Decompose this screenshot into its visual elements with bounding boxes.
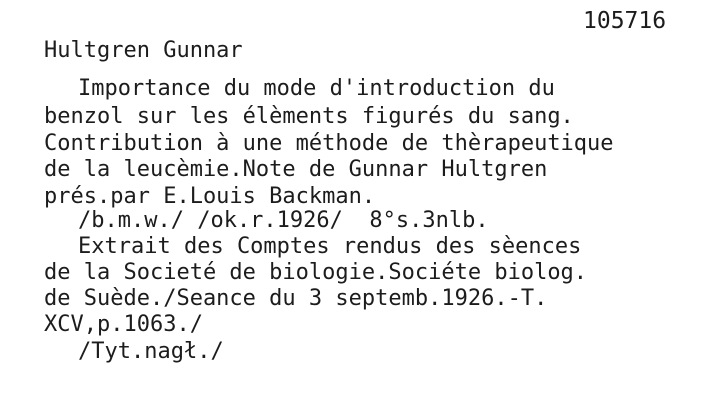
title-note-line: /Tyt.nagł./	[78, 339, 224, 364]
source-line-3: de Suède./Seance du 3 septemb.1926.-T.	[44, 286, 548, 311]
source-line-4: XCV,p.1063./	[44, 312, 203, 337]
author-heading: Hultgren Gunnar	[44, 38, 243, 63]
title-line-3: Contribution à une méthode de thèrapeutique	[44, 131, 614, 156]
collation-line: /b.m.w./ /ok.r.1926/ 8°s.3nlb.	[78, 208, 489, 233]
title-line-2: benzol sur les élèments figurés du sang.	[44, 104, 574, 129]
source-line-1: Extrait des Comptes rendus des sèences	[78, 234, 582, 259]
source-line-2: de la Societé de biologie.Sociéte biolog.	[44, 260, 588, 285]
title-line-1: Importance du mode d'introduction du	[78, 76, 555, 101]
title-line-5: prés.par E.Louis Backman.	[44, 184, 376, 209]
catalog-number: 105716	[583, 8, 667, 34]
title-line-4: de la leucèmie.Note de Gunnar Hultgren	[44, 157, 548, 182]
